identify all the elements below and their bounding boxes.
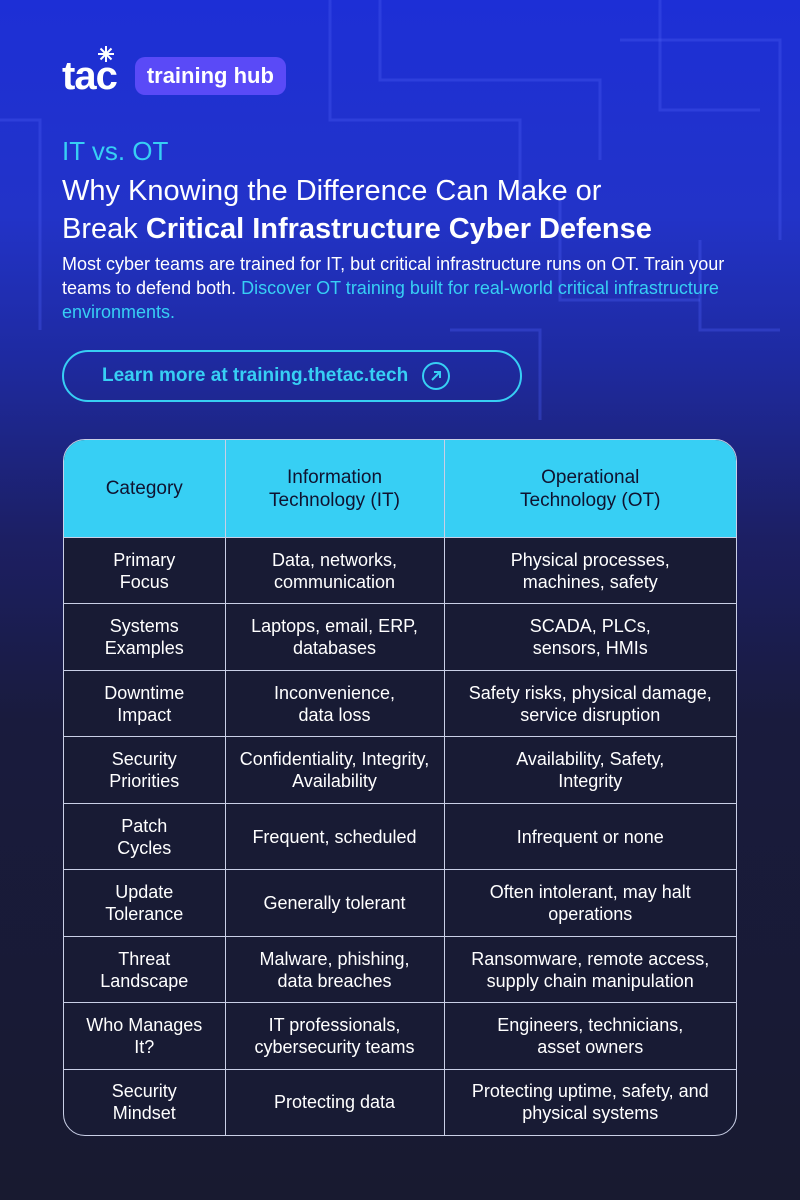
logo-star-icon [96,44,116,64]
learn-more-label: Learn more at training.thetac.tech [102,365,409,386]
table-row [64,803,736,869]
intro-paragraph [62,252,752,324]
headline-line2-bold: Critical Infrastructure Cyber Defense [145,213,652,245]
table-row [64,1003,736,1069]
row-category: Primary Focus [64,538,225,604]
row-ot: SCADA, PLCs, sensors, HMIs [444,604,736,670]
row-category: Security Priorities [64,737,225,803]
tac-logo [62,56,286,96]
table-row [64,538,736,604]
row-it: Confidentiality, Integrity, Availability [225,737,444,803]
table-row [64,604,736,670]
row-ot: Engineers, technicians, asset owners [444,1003,736,1069]
table-row [64,670,736,736]
row-category: Update Tolerance [64,870,225,936]
row-category: Patch Cycles [64,803,225,869]
eyebrow-title: IT vs. OT [62,136,169,166]
row-ot: Ransomware, remote access, supply chain manipulation [444,936,736,1002]
row-ot: Infrequent or none [444,803,736,869]
row-category: Downtime Impact [64,670,225,736]
table-row [64,936,736,1002]
row-ot: Physical processes, machines, safety [444,538,736,604]
header-ot: Operational Technology (OT) [444,440,736,538]
row-it: Malware, phishing, data breaches [225,936,444,1002]
row-it: Inconvenience, data loss [225,670,444,736]
page-headline [62,172,762,248]
headline-line2-plain: Break [62,213,146,245]
row-ot: Safety risks, physical damage, service disruption [444,670,736,736]
row-it: IT professionals, cybersecurity teams [225,1003,444,1069]
arrow-up-right-icon [422,362,450,390]
row-category: Systems Examples [64,604,225,670]
row-category: Threat Landscape [64,936,225,1002]
row-ot: Availability, Safety, Integrity [444,737,736,803]
table-row [64,1069,736,1135]
row-it: Protecting data [225,1069,444,1135]
row-ot: Protecting uptime, safety, and physical systems [444,1069,736,1135]
row-category: Security Mindset [64,1069,225,1135]
row-category: Who Manages It? [64,1003,225,1069]
logo-wordmark: tac [62,54,117,98]
row-it: Generally tolerant [225,870,444,936]
row-it: Frequent, scheduled [225,803,444,869]
intro-highlight-link[interactable]: Discover OT training built for real-world critical infrastructure environments. [62,278,719,322]
header-category: Category [64,440,225,538]
training-hub-badge: training hub [135,57,286,95]
learn-more-button[interactable] [62,350,522,402]
header-it: Information Technology (IT) [225,440,444,538]
table-row [64,737,736,803]
row-it: Laptops, email, ERP, databases [225,604,444,670]
table-header-row [64,440,736,538]
comparison-table [63,439,737,1136]
row-ot: Often intolerant, may halt operations [444,870,736,936]
table-row [64,870,736,936]
intro-text: Most cyber teams are trained for IT, but critical infrastructure runs on OT. Train your teams to defend both. [62,254,725,298]
row-it: Data, networks, communication [225,538,444,604]
headline-line1: Why Knowing the Difference Can Make or [62,175,602,207]
